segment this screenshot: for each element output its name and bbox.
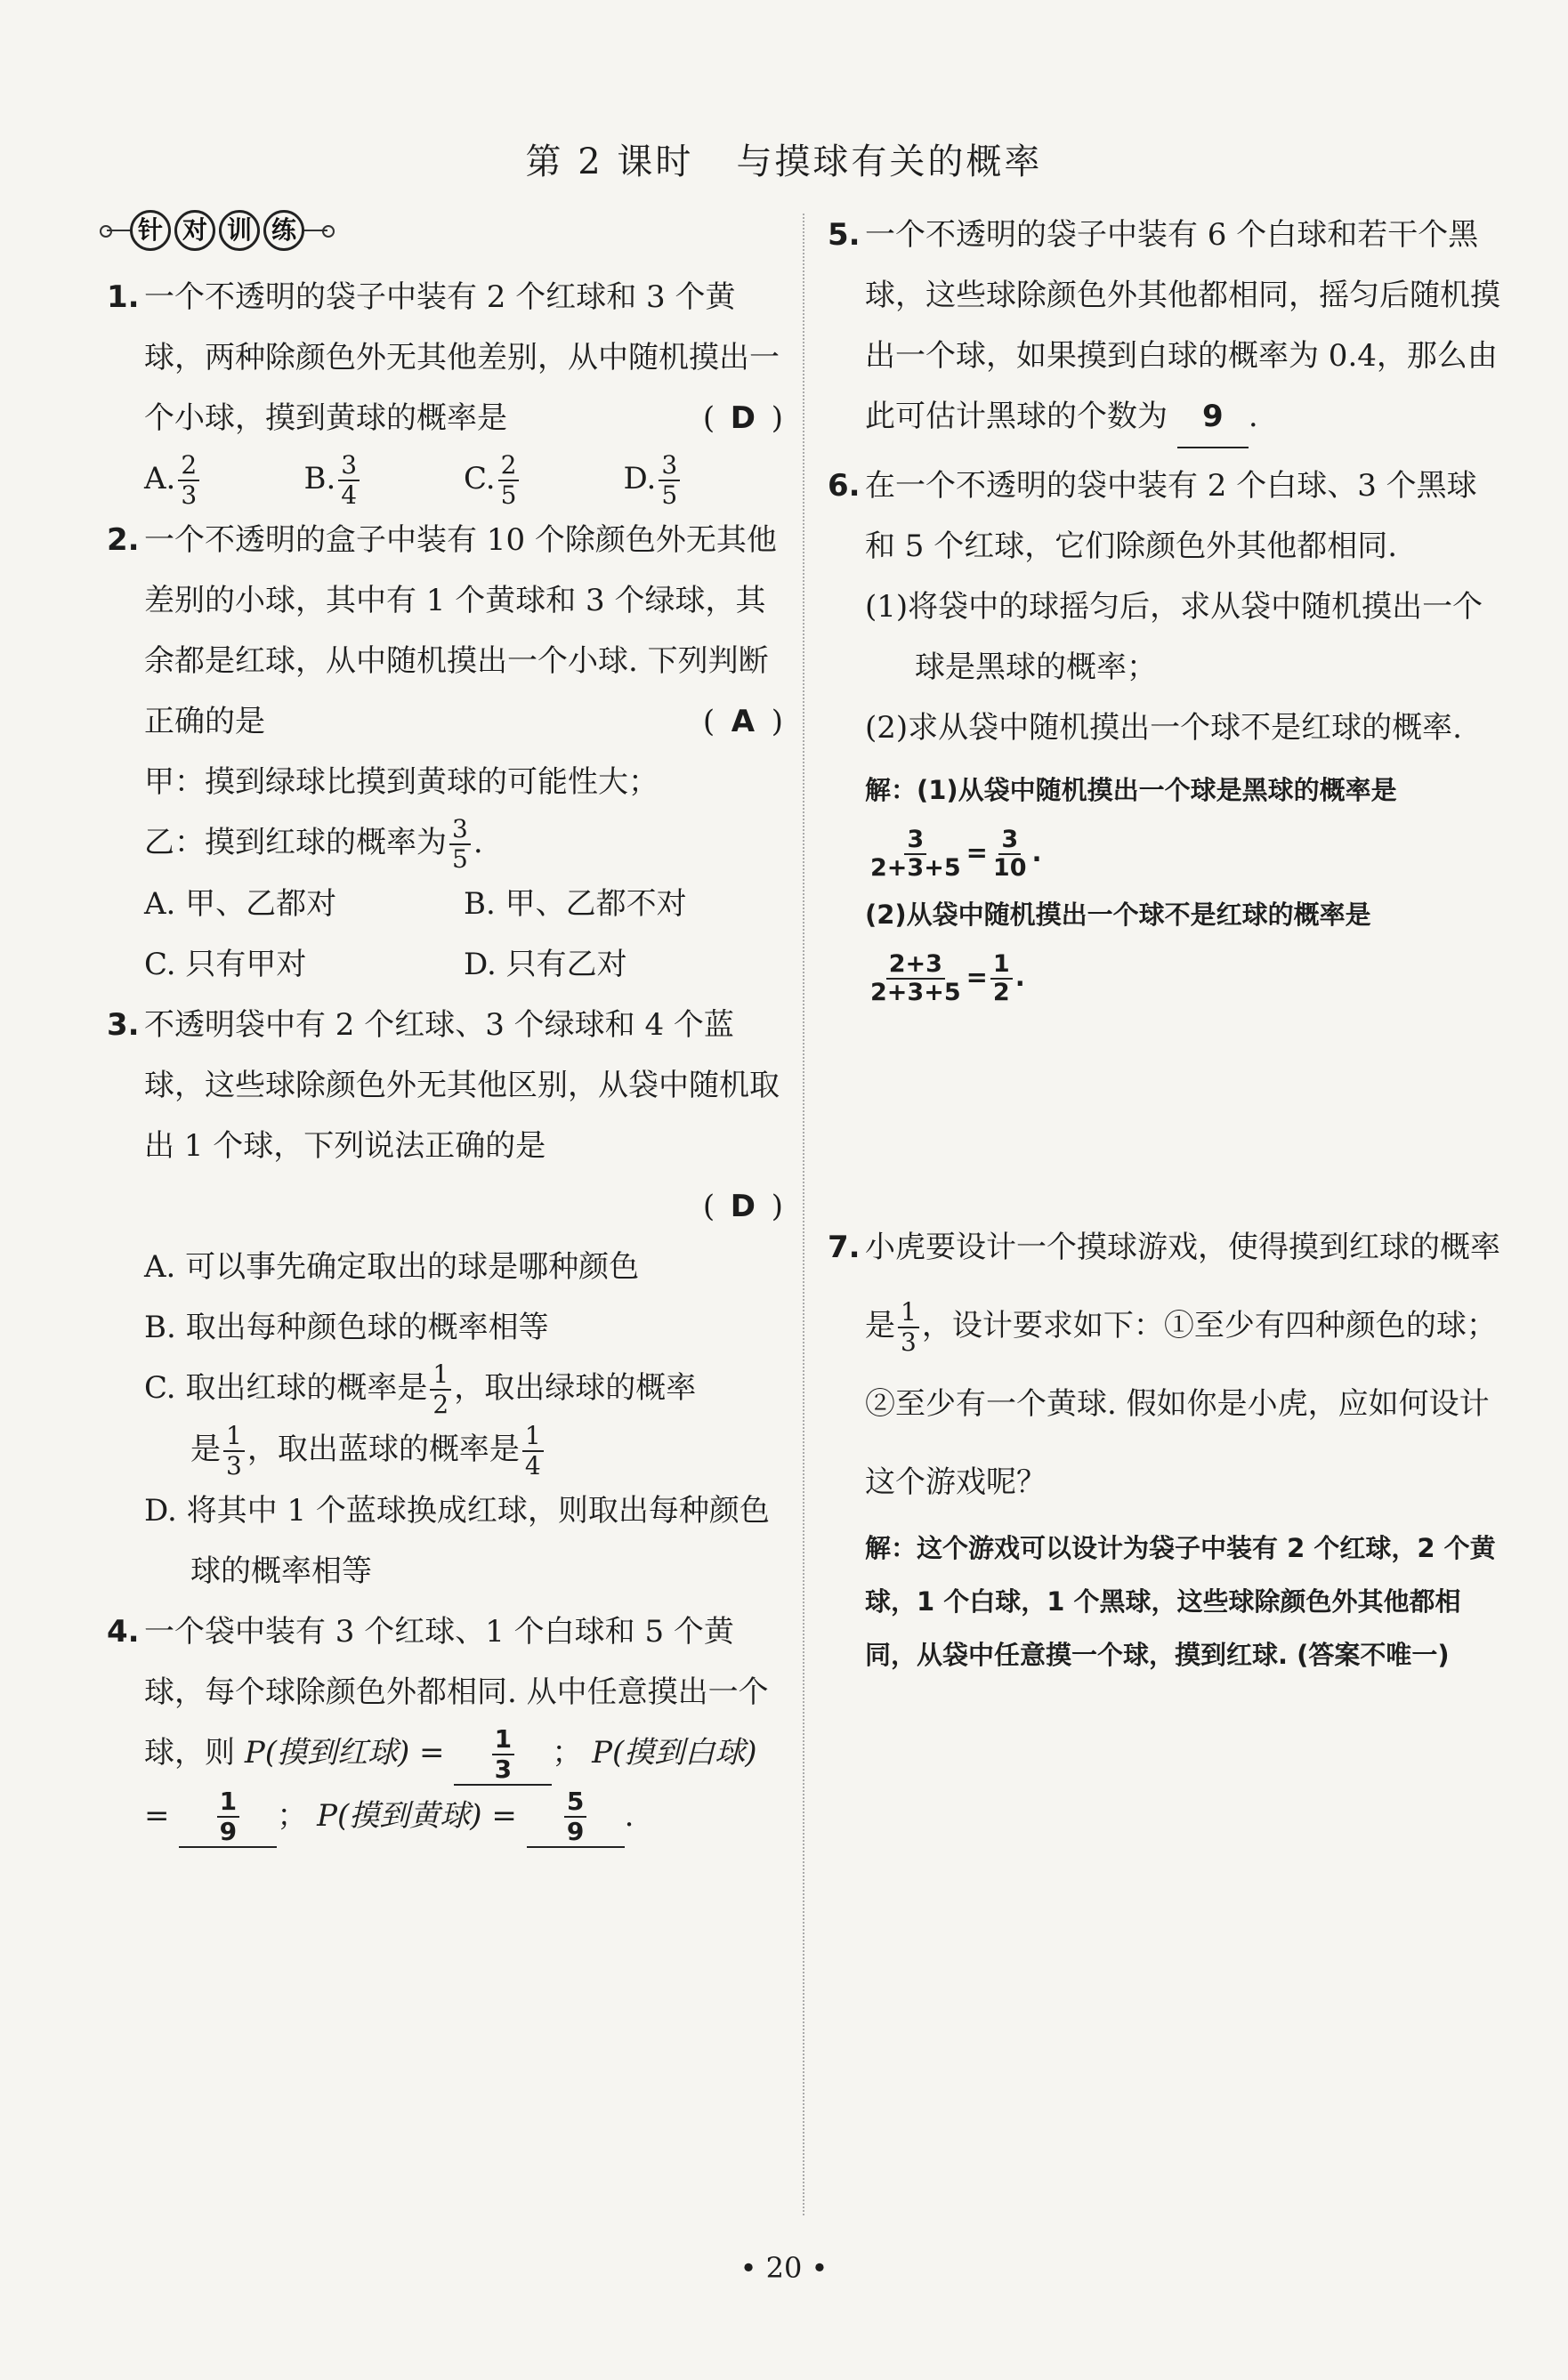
option-a: A. 甲、乙都对: [144, 886, 337, 922]
question-7: [828, 1208, 1504, 1521]
section-badge: [107, 210, 327, 251]
statement-yi: [144, 812, 783, 874]
denominator: 2+3+5: [870, 979, 961, 1006]
denominator: 4: [341, 480, 358, 510]
right-column: [828, 205, 1504, 1682]
answer-value: D: [730, 400, 756, 436]
punctuation: .: [1014, 962, 1025, 992]
punctuation: ；: [277, 1797, 308, 1834]
option-d: D. 将其中 1 个蓝球换成红球，则取出每种颜色球的概率相等: [144, 1493, 770, 1589]
option-a: [144, 448, 304, 510]
denominator: 3: [901, 1327, 917, 1357]
numerator: 2: [178, 451, 199, 481]
option-b: [304, 448, 465, 510]
denominator: 2: [992, 979, 1010, 1006]
numerator: 1: [492, 1725, 514, 1755]
denominator: 5: [661, 480, 678, 510]
option-label: A.: [144, 461, 176, 496]
question-text: 一个不透明的盒子中装有 10 个除颜色外无其他差别的小球，其中有 1 个黄球和 3 个绿球，其余都是红球，从中随机摸出一个小球. 下列判断正确的是: [144, 522, 777, 739]
numerator: 1: [990, 951, 1013, 980]
lesson-topic: 与摸球有关的概率: [736, 141, 1043, 182]
question-number: 5.: [828, 217, 861, 253]
option-c: [464, 448, 624, 510]
numerator: 1: [217, 1787, 239, 1818]
p-red-label: P(摸到红球) =: [244, 1735, 445, 1771]
option-d: D. 只有乙对: [464, 947, 627, 982]
lesson-label: 第 2 课时: [525, 141, 694, 182]
question-text: 不透明袋中有 2 个红球、3 个绿球和 4 个蓝球，这些球除颜色外无其他区别，从袋中随机取出 1 个球，下列说法正确的是: [144, 1007, 780, 1164]
fraction: [492, 1725, 514, 1784]
option-label: D.: [623, 461, 657, 496]
denominator: 5: [452, 844, 468, 874]
denominator: 3: [226, 1451, 242, 1480]
options: [144, 448, 783, 510]
numerator: 5: [564, 1787, 586, 1818]
option-c-continued: [144, 1419, 783, 1480]
question-1: [107, 267, 783, 510]
denominator: 4: [524, 1451, 541, 1480]
numerator: 3: [338, 451, 360, 481]
fraction: [223, 1422, 245, 1480]
denominator: 2+3+5: [870, 854, 961, 882]
question-text: ，设计要求如下：①至少有四种颜色的球；②至少有一个黄球. 假如你是小虎，应如何设计这个游戏呢？: [865, 1308, 1497, 1500]
numerator: 2+3: [886, 951, 945, 980]
punctuation: .: [624, 1797, 634, 1834]
page-title: [0, 133, 1568, 184]
solution-eq-2: [865, 941, 1504, 1013]
option-d: [624, 448, 784, 510]
fraction: [990, 827, 1030, 882]
option-text: C. 取出红球的概率是: [144, 1370, 428, 1406]
denominator: 10: [992, 854, 1027, 882]
solution-6: [828, 763, 1504, 1013]
numerator: 1: [522, 1422, 544, 1452]
question-number: 7.: [828, 1230, 861, 1265]
question-text: 一个不透明的袋子中装有 2 个红球和 3 个黄球，两种除颜色外无其他差别，从中随机摸出一个小球，摸到黄球的概率是: [144, 279, 780, 436]
fraction: [868, 951, 964, 1006]
badge-right-ornament: [304, 230, 327, 231]
left-column: [107, 267, 783, 1848]
answer-blank: [454, 1722, 552, 1786]
equals-sign: =: [966, 837, 988, 867]
answer-blank: 9: [1177, 386, 1249, 448]
statement-text: 乙：摸到红球的概率为: [144, 825, 447, 860]
fraction: [990, 951, 1013, 1006]
options: [144, 874, 783, 934]
question-number: 2.: [107, 522, 140, 558]
p-yellow-label: P(摸到黄球) =: [317, 1797, 517, 1834]
sub-question-2: (2)求从袋中随机摸出一个球不是红球的概率.: [865, 710, 1462, 746]
question-number: 1.: [107, 279, 140, 315]
denominator: 3: [494, 1754, 513, 1784]
fraction: [659, 451, 680, 510]
punctuation: .: [1248, 399, 1258, 434]
numerator: 1: [430, 1360, 451, 1391]
punctuation: ；: [552, 1735, 583, 1771]
badge-char: 针: [130, 210, 171, 251]
numerator: 3: [998, 827, 1021, 855]
option-a: A. 可以事先确定取出的球是哪种颜色: [144, 1249, 640, 1285]
denominator: 5: [500, 480, 517, 510]
question-text: 一个袋中装有 3 个红球、1 个白球和 5 个黄球，每个球除颜色外都相同. 从中任意摸出一个球，则: [144, 1614, 769, 1771]
equals-sign: =: [966, 962, 988, 992]
fraction: [522, 1422, 544, 1480]
question-number: 6.: [828, 468, 861, 504]
question-2: [107, 510, 783, 995]
solution-eq-1: [865, 817, 1504, 888]
fraction: [430, 1360, 451, 1419]
solution-line-2: (2)从袋中随机摸出一个球不是红球的概率是: [865, 900, 1371, 930]
fraction: [564, 1787, 586, 1846]
question-5: [828, 205, 1504, 448]
badge-char: 训: [219, 210, 260, 251]
option-c: C. 只有甲对: [144, 947, 307, 982]
numerator: 3: [449, 815, 471, 845]
option-label: B.: [303, 461, 336, 496]
options: [144, 934, 783, 995]
numerator: 3: [659, 451, 680, 481]
fraction: [868, 827, 964, 882]
badge-char: 练: [263, 210, 304, 251]
option-text: 是: [190, 1432, 221, 1467]
denominator: 9: [566, 1817, 585, 1846]
answer-value: D: [730, 1189, 756, 1224]
punctuation: .: [473, 825, 483, 860]
numerator: 1: [223, 1422, 245, 1452]
numerator: 2: [498, 451, 520, 481]
denominator: 2: [432, 1390, 449, 1419]
punctuation: .: [1031, 837, 1042, 867]
option-c: [144, 1358, 783, 1419]
option-b: B. 取出每种颜色球的概率相等: [144, 1310, 549, 1345]
question-text: 一个不透明的袋子中装有 6 个白球和若干个黑球，这些球除颜色外其他都相同，摇匀后随机摸出一个球，如果摸到白球的概率为 0.4，那么由此可估计黑球的个数为: [865, 217, 1500, 434]
badge-char: 对: [174, 210, 215, 251]
numerator: 3: [904, 827, 926, 855]
column-divider: [803, 214, 804, 2215]
page-number: • 20 •: [740, 2251, 828, 2285]
fraction: [178, 451, 199, 510]
fraction: [217, 1787, 239, 1846]
option-text: ，取出蓝球的概率是: [247, 1432, 520, 1467]
answer-blank: [527, 1786, 625, 1849]
question-text: 在一个不透明的袋中装有 2 个白球、3 个黑球和 5 个红球，它们除颜色外其他都相同.: [865, 468, 1477, 564]
question-6: [828, 456, 1504, 758]
fraction: [449, 815, 471, 874]
answer-blank: [179, 1786, 277, 1849]
fraction: [498, 451, 520, 510]
fraction: [898, 1298, 919, 1357]
question-text: 小虎要设计一个摸球游戏，使得摸到红球的概率是: [865, 1230, 1500, 1343]
badge-left-ornament: [107, 230, 130, 231]
statement-jia: 甲：摸到绿球比摸到黄球的可能性大；: [144, 764, 659, 800]
question-3: [107, 995, 783, 1601]
option-b: B. 甲、乙都不对: [464, 886, 687, 922]
answer-slot: ( A ): [703, 691, 783, 752]
question-number: 4.: [107, 1614, 140, 1650]
answer-slot: ( D ): [703, 1189, 783, 1224]
option-label: C.: [464, 461, 496, 496]
denominator: 9: [219, 1817, 238, 1846]
solution-line-1: 解：(1)从袋中随机摸出一个球是黑球的概率是: [865, 775, 1397, 805]
numerator: 1: [898, 1298, 919, 1328]
question-number: 3.: [107, 1007, 140, 1043]
denominator: 3: [181, 480, 198, 510]
question-4: [107, 1601, 783, 1848]
option-text: ，取出绿球的概率: [454, 1370, 697, 1406]
fraction: [338, 451, 360, 510]
p-white-label: P(摸到白球) =: [144, 1735, 757, 1834]
answer-slot: ( D ): [703, 388, 783, 448]
answer-row: [144, 1176, 783, 1237]
solution-7: 解：这个游戏可以设计为袋子中装有 2 个红球，2 个黄球，1 个白球，1 个黑球，这些球除颜色外其他都相同，从袋中任意摸一个球，摸到红球. (答案不唯一): [865, 1533, 1496, 1670]
answer-value: A: [731, 704, 756, 739]
sub-question-1: (1)将袋中的球摇匀后，求从袋中随机摸出一个球是黑球的概率；: [865, 589, 1483, 685]
